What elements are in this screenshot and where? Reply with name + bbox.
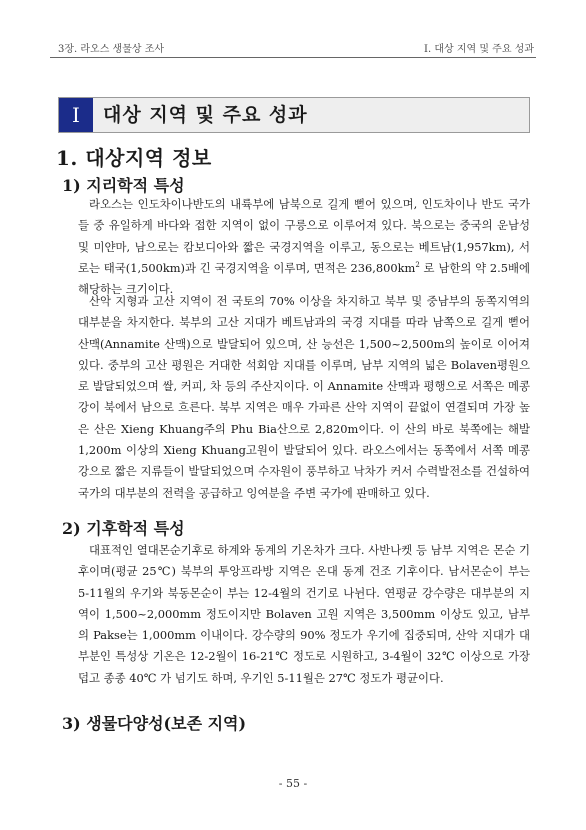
running-header-chapter: 3장. 라오스 생물상 조사	[58, 44, 165, 55]
paragraph-climate: 대표적인 열대몬순기후로 하계와 동계의 기온차가 크다. 사반나켓 등 남부 지역은 몬순 기후이며(평균 25℃) 북부의 투앙프라방 지역은 온대 동계 건조 기후이다. 남서몬순이 부는 5-11월의 우기와 북동몬순이 부는 12-4월의 건기로 나뉜다. 연평균 강수량은 대부분의 지역이 1,500~2,000mm 정도이지만 Bolaven 고원 지역은 3,500mm 이상도 있고, 남부의 Pakse는 1,000mm 이내이다. 강수량의 90% 정도가 우기에 집중되며, 산악 지대가 대부분인 특성상 기온은 12-2월이 16-21℃ 정도로 시원하고, 3-4월이 32℃ 이상으로 가장 덥고 종종 40℃ 가 넘기도 하며, 우기인 5-11월은 27℃ 정도가 평균이다.	[78, 543, 530, 685]
subsection-title-geography: 1) 지리학적 특성	[62, 176, 185, 195]
chapter-number: I	[59, 98, 93, 132]
subsection-title-biodiversity: 3) 생물다양성(보존 지역)	[62, 714, 247, 733]
paragraph-geography-1-text: 라오스는 인도차이나반도의 내륙부에 남북으로 길게 뻗어 있으며, 인도차이나 반도 국가들 중 유일하게 바다와 접한 지역이 없이 구릉으로 이루어져 있다. 북으로는 중국의 운남성 및 미얀마, 남으로는 캄보디아와 짧은 국경지역을 이루고, 동으로는 베트남(1,957km), 서로는 태국(1,500km)과 긴 국경지역을 이루며, 면적은 236,800km	[78, 197, 530, 275]
paragraph-geography-1-tail: 로 남한의 약 2.5배에 해당하는 크기이다.	[78, 260, 530, 297]
section-title: 1. 대상지역 정보	[56, 146, 212, 170]
header-divider	[50, 57, 536, 58]
chapter-title: 대상 지역 및 주요 성과	[103, 104, 308, 126]
running-header-section: Ⅰ. 대상 지역 및 주요 성과	[424, 44, 534, 55]
superscript-2: 2	[415, 261, 420, 270]
paragraph-geography-1	[78, 194, 530, 300]
subsection-title-climate: 2) 기후학적 특성	[62, 519, 185, 538]
running-header	[50, 38, 536, 58]
chapter-heading-box	[58, 97, 530, 133]
page-number: - 55 -	[278, 777, 308, 790]
paragraph-geography-2: 산악 지형과 고산 지역이 전 국토의 70% 이상을 차지하고 북부 및 중남부의 동쪽지역의 대부분을 차지한다. 북부의 고산 지대가 베트남과의 국경 지대를 따라 남쪽으로 길게 뻗어 산맥(Annamite 산맥)으로 발달되어 있으며, 산 능선은 1,500~2,500m의 높이로 이어져 있다. 중부의 고산 평원은 거대한 석회암 지대를 이루며, 남부 지역의 넓은 Bolaven평원으로 발달되었으며 쌀, 커피, 차 등의 주산지이다. 이 Annamite 산맥과 평행으로 서쪽은 메콩강이 북에서 남으로 흐른다. 북부 지역은 매우 가파른 산악 지역이 끝없이 연결되며 가장 높은 산은 Xieng Khuang주의 Phu Bia산으로 2,820m이다. 이 산의 바로 북쪽에는 해발 1,200m 이상의 Xieng Khuang고원이 발달되어 있다. 라오스에서는 동쪽에서 서쪽 메콩강으로 짧은 지류들이 발달되었으며 수자원이 풍부하고 낙차가 커서 수력발전소를 건설하여 국가의 대부분의 전력을 공급하고 잉여분을 주변 국가에 판매하고 있다.	[78, 294, 530, 500]
